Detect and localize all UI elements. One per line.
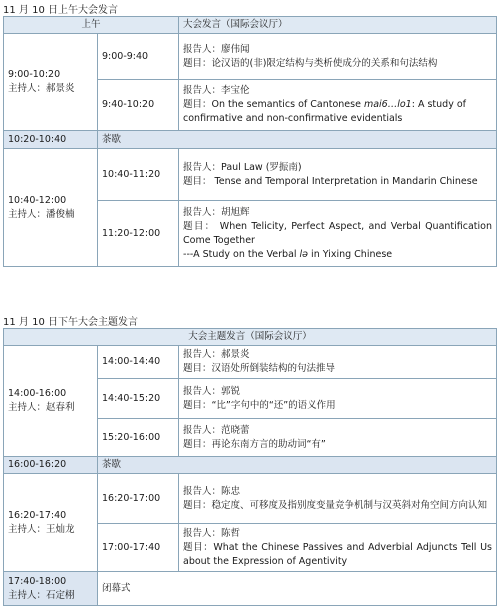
talk-title: 题目：“比”字句中的“还”的语义作用 <box>183 399 336 411</box>
session-afternoon-1 <box>4 346 98 457</box>
talk-cell <box>179 524 497 572</box>
afternoon-banner: 大会主题发言（国际会议厅） <box>4 329 497 346</box>
afternoon-heading: 11 月 10 日下午大会主题发言 <box>3 317 138 328</box>
talk-time: 9:40-10:20 <box>98 80 179 131</box>
break-time: 16:00-16:20 <box>4 457 98 474</box>
talk-time: 11:20-12:00 <box>98 201 179 267</box>
talk-title: 题目：On the semantics of Cantonese mai6…lo1: A study of confirmative and non-confirmative evidentials <box>183 99 466 124</box>
talk-speaker: 报告人：范晓蕾 <box>183 424 250 436</box>
session-afternoon-2 <box>4 474 98 572</box>
talk-title: 题目： When Telicity, Perfect Aspect, and Verbal Quantification Come Together <box>183 220 493 246</box>
session-host: 主持人：郝景炎 <box>8 83 75 94</box>
talk-cell <box>179 201 497 267</box>
session-closing <box>4 572 98 606</box>
talk-time: 14:40-15:20 <box>98 379 179 419</box>
break-label: 茶歇 <box>98 457 497 474</box>
morning-heading: 11 月 10 日上午大会发言 <box>3 5 118 16</box>
break-time: 10:20-10:40 <box>4 131 98 149</box>
talk-cell <box>179 379 497 419</box>
talk-subtitle: ---A Study on the Verbal lə in Yixing Chinese <box>183 248 393 260</box>
morning-schedule-table <box>3 16 497 267</box>
talk-time: 10:40-11:20 <box>98 149 179 201</box>
talk-title: 题目： Tense and Temporal Interpretation in Mandarin Chinese <box>183 175 478 187</box>
session-time: 9:00-10:20 <box>8 69 61 80</box>
talk-time: 9:00-9:40 <box>98 34 179 80</box>
talk-time: 14:00-14:40 <box>98 346 179 379</box>
talk-speaker: 报告人：李宝伦 <box>183 85 250 96</box>
talk-time: 15:20-16:00 <box>98 419 179 457</box>
session-time: 16:20-17:40 <box>8 509 67 521</box>
session-host: 主持人：潘俊楠 <box>8 208 75 220</box>
session-morning-1 <box>4 34 98 131</box>
afternoon-schedule-table <box>3 328 497 606</box>
talk-speaker: 报告人：陈哲 <box>183 527 241 539</box>
talk-cell <box>179 80 497 131</box>
talk-cell <box>179 34 497 80</box>
talk-title: 题目：汉语处所倒装结构的句法推导 <box>183 363 336 374</box>
session-host: 主持人：石定栩 <box>8 589 75 601</box>
talk-cell <box>179 419 497 457</box>
session-morning-2 <box>4 149 98 267</box>
talk-time: 17:00-17:40 <box>98 524 179 572</box>
session-host: 主持人：王灿龙 <box>8 523 75 535</box>
talk-cell <box>179 149 497 201</box>
talk-speaker: 报告人：廖伟闻 <box>183 43 250 55</box>
talk-title: 题目：What the Chinese Passives and Adverbial Adjuncts Tell Us about the Expression of Agentivity <box>183 541 492 567</box>
talk-cell <box>179 474 497 524</box>
talk-cell <box>179 346 497 379</box>
talk-title: 题目：论汉语的(非)限定结构与类析使成分的关系和句法结构 <box>183 57 438 69</box>
session-time: 17:40-18:00 <box>8 575 67 587</box>
talk-speaker: 报告人：郝景炎 <box>183 349 250 360</box>
talk-time: 16:20-17:00 <box>98 474 179 524</box>
morning-banner-right: 大会发言（国际会议厅） <box>179 17 497 34</box>
talk-title: 题目：稳定度、可移度及指别度变量竞争机制与汉英斜对角空间方向认知 <box>183 499 488 511</box>
session-time: 10:40-12:00 <box>8 194 67 206</box>
closing-label: 闭幕式 <box>98 572 497 606</box>
talk-speaker: 报告人：Paul Law (罗振南) <box>183 161 302 173</box>
morning-banner-left: 上午 <box>4 17 179 34</box>
break-label: 茶歇 <box>98 131 497 149</box>
talk-title: 题目：再论东南方言的助动词“有” <box>183 438 326 450</box>
talk-speaker: 报告人：郭锐 <box>183 385 241 397</box>
session-time: 14:00-16:00 <box>8 388 67 399</box>
talk-speaker: 报告人：陈忠 <box>183 485 241 497</box>
session-host: 主持人：赵春利 <box>8 402 75 413</box>
talk-speaker: 报告人：胡旭辉 <box>183 206 250 218</box>
